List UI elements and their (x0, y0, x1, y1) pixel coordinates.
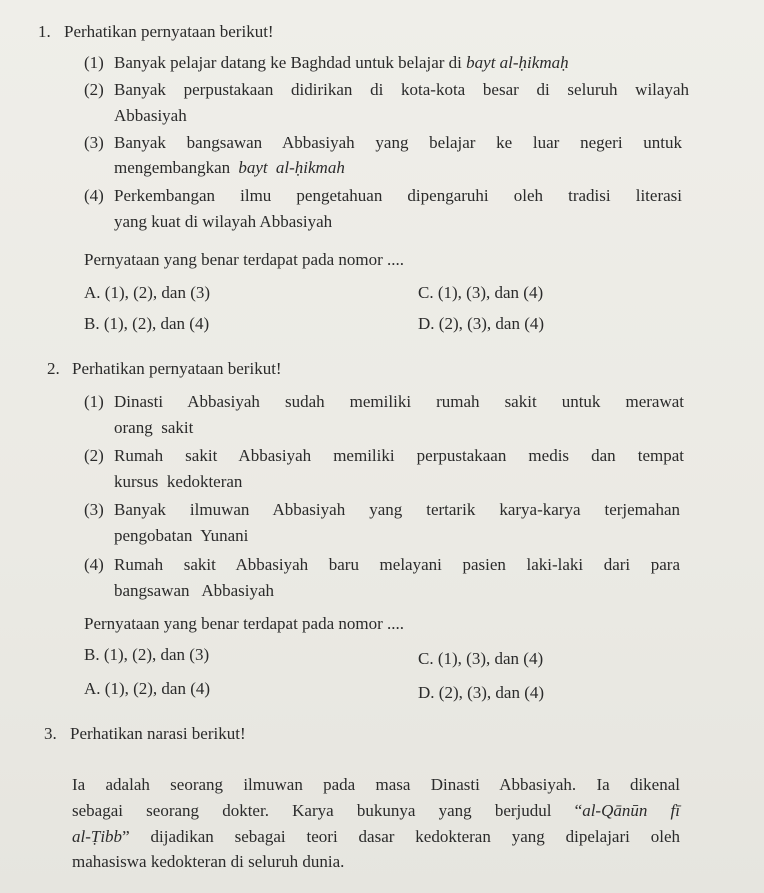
q2-s2-line1: Rumah sakit Abbasiyah memiliki perpustakaan medis dan tempat (114, 446, 684, 465)
q1-s3-line2-text: mengembangkan (114, 158, 239, 177)
q1-s1-term: bayt al-ḥikmaḥ (466, 53, 569, 72)
q2-s3-num: (3) (84, 500, 104, 519)
q1-question: Pernyataan yang benar terdapat pada nomor .... (84, 250, 405, 269)
q2-s4-line1: Rumah sakit Abbasiyah baru melayani pasien laki-laki dari para (114, 555, 680, 574)
q1-option-c[interactable]: C. (1), (3), dan (4) (418, 283, 544, 302)
q1-s1-text: Banyak pelajar datang ke Baghdad untuk belajar di (114, 53, 467, 72)
q1-s1-line (114, 53, 569, 73)
q2-question: Pernyataan yang benar terdapat pada nomor .... (84, 614, 405, 633)
q3-line3-term: al-Ṭibb (72, 827, 123, 846)
q1-s3-num: (3) (84, 133, 104, 152)
q3-line1: Ia adalah seorang ilmuwan pada masa Dinasti Abbasiyah. Ia dikenal (72, 775, 680, 794)
q3-line2-text: sebagai seorang dokter. Karya bukunya yang berjudul “ (72, 801, 583, 820)
q1-number: 1. (38, 22, 51, 41)
q1-s3-term: bayt al-ḥikmah (238, 158, 345, 177)
q3-line2 (72, 801, 680, 821)
q1-option-b[interactable]: B. (1), (2), dan (4) (84, 314, 210, 333)
q1-option-d[interactable]: D. (2), (3), dan (4) (418, 314, 545, 333)
q1-s4-line2: yang kuat di wilayah Abbasiyah (114, 212, 333, 231)
q1-s2-line1: Banyak perpustakaan didirikan di kota-kota besar di seluruh wilayah (114, 80, 689, 99)
q2-s3-line1: Banyak ilmuwan Abbasiyah yang tertarik karya-karya terjemahan (114, 500, 680, 519)
q3-line4: mahasiswa kedokteran di seluruh dunia. (72, 852, 345, 871)
q2-option-d[interactable]: D. (2), (3), dan (4) (418, 683, 545, 702)
q2-s4-line2: bangsawan Abbasiyah (114, 581, 275, 600)
q1-s3-line1: Banyak bangsawan Abbasiyah yang belajar ke luar negeri untuk (114, 133, 682, 152)
q2-s2-num: (2) (84, 446, 104, 465)
q1-option-a[interactable]: A. (1), (2), dan (3) (84, 283, 211, 302)
q1-s1-num: (1) (84, 53, 104, 72)
q2-s1-line2: orang sakit (114, 418, 194, 437)
q2-s1-line1: Dinasti Abbasiyah sudah memiliki rumah sakit untuk merawat (114, 392, 684, 411)
q1-s2-num: (2) (84, 80, 104, 99)
q2-s1-num: (1) (84, 392, 104, 411)
q3-line2-term: al-Qānūn fī (582, 801, 680, 820)
q3-number: 3. (44, 724, 57, 743)
q2-option-b[interactable]: B. (1), (2), dan (3) (84, 645, 210, 664)
q2-number: 2. (47, 359, 60, 378)
q1-s4-num: (4) (84, 186, 104, 205)
q3-line3 (72, 827, 680, 847)
q2-s3-line2: pengobatan Yunani (114, 526, 249, 545)
q1-s4-line1: Perkembangan ilmu pengetahuan dipengaruhi oleh tradisi literasi (114, 186, 682, 205)
q2-s4-num: (4) (84, 555, 104, 574)
q1-s2-line2: Abbasiyah (114, 106, 187, 125)
q3-prompt: Perhatikan narasi berikut! (70, 724, 246, 743)
q2-option-a[interactable]: A. (1), (2), dan (4) (84, 679, 211, 698)
q2-s2-line2: kursus kedokteran (114, 472, 243, 491)
q1-s3-line2 (114, 158, 345, 178)
q2-option-c[interactable]: C. (1), (3), dan (4) (418, 649, 544, 668)
q3-line3-text: ” dijadikan sebagai teori dasar kedokteran yang dipelajari oleh (122, 827, 680, 846)
q2-prompt: Perhatikan pernyataan berikut! (72, 359, 282, 378)
q1-prompt: Perhatikan pernyataan berikut! (64, 22, 274, 41)
